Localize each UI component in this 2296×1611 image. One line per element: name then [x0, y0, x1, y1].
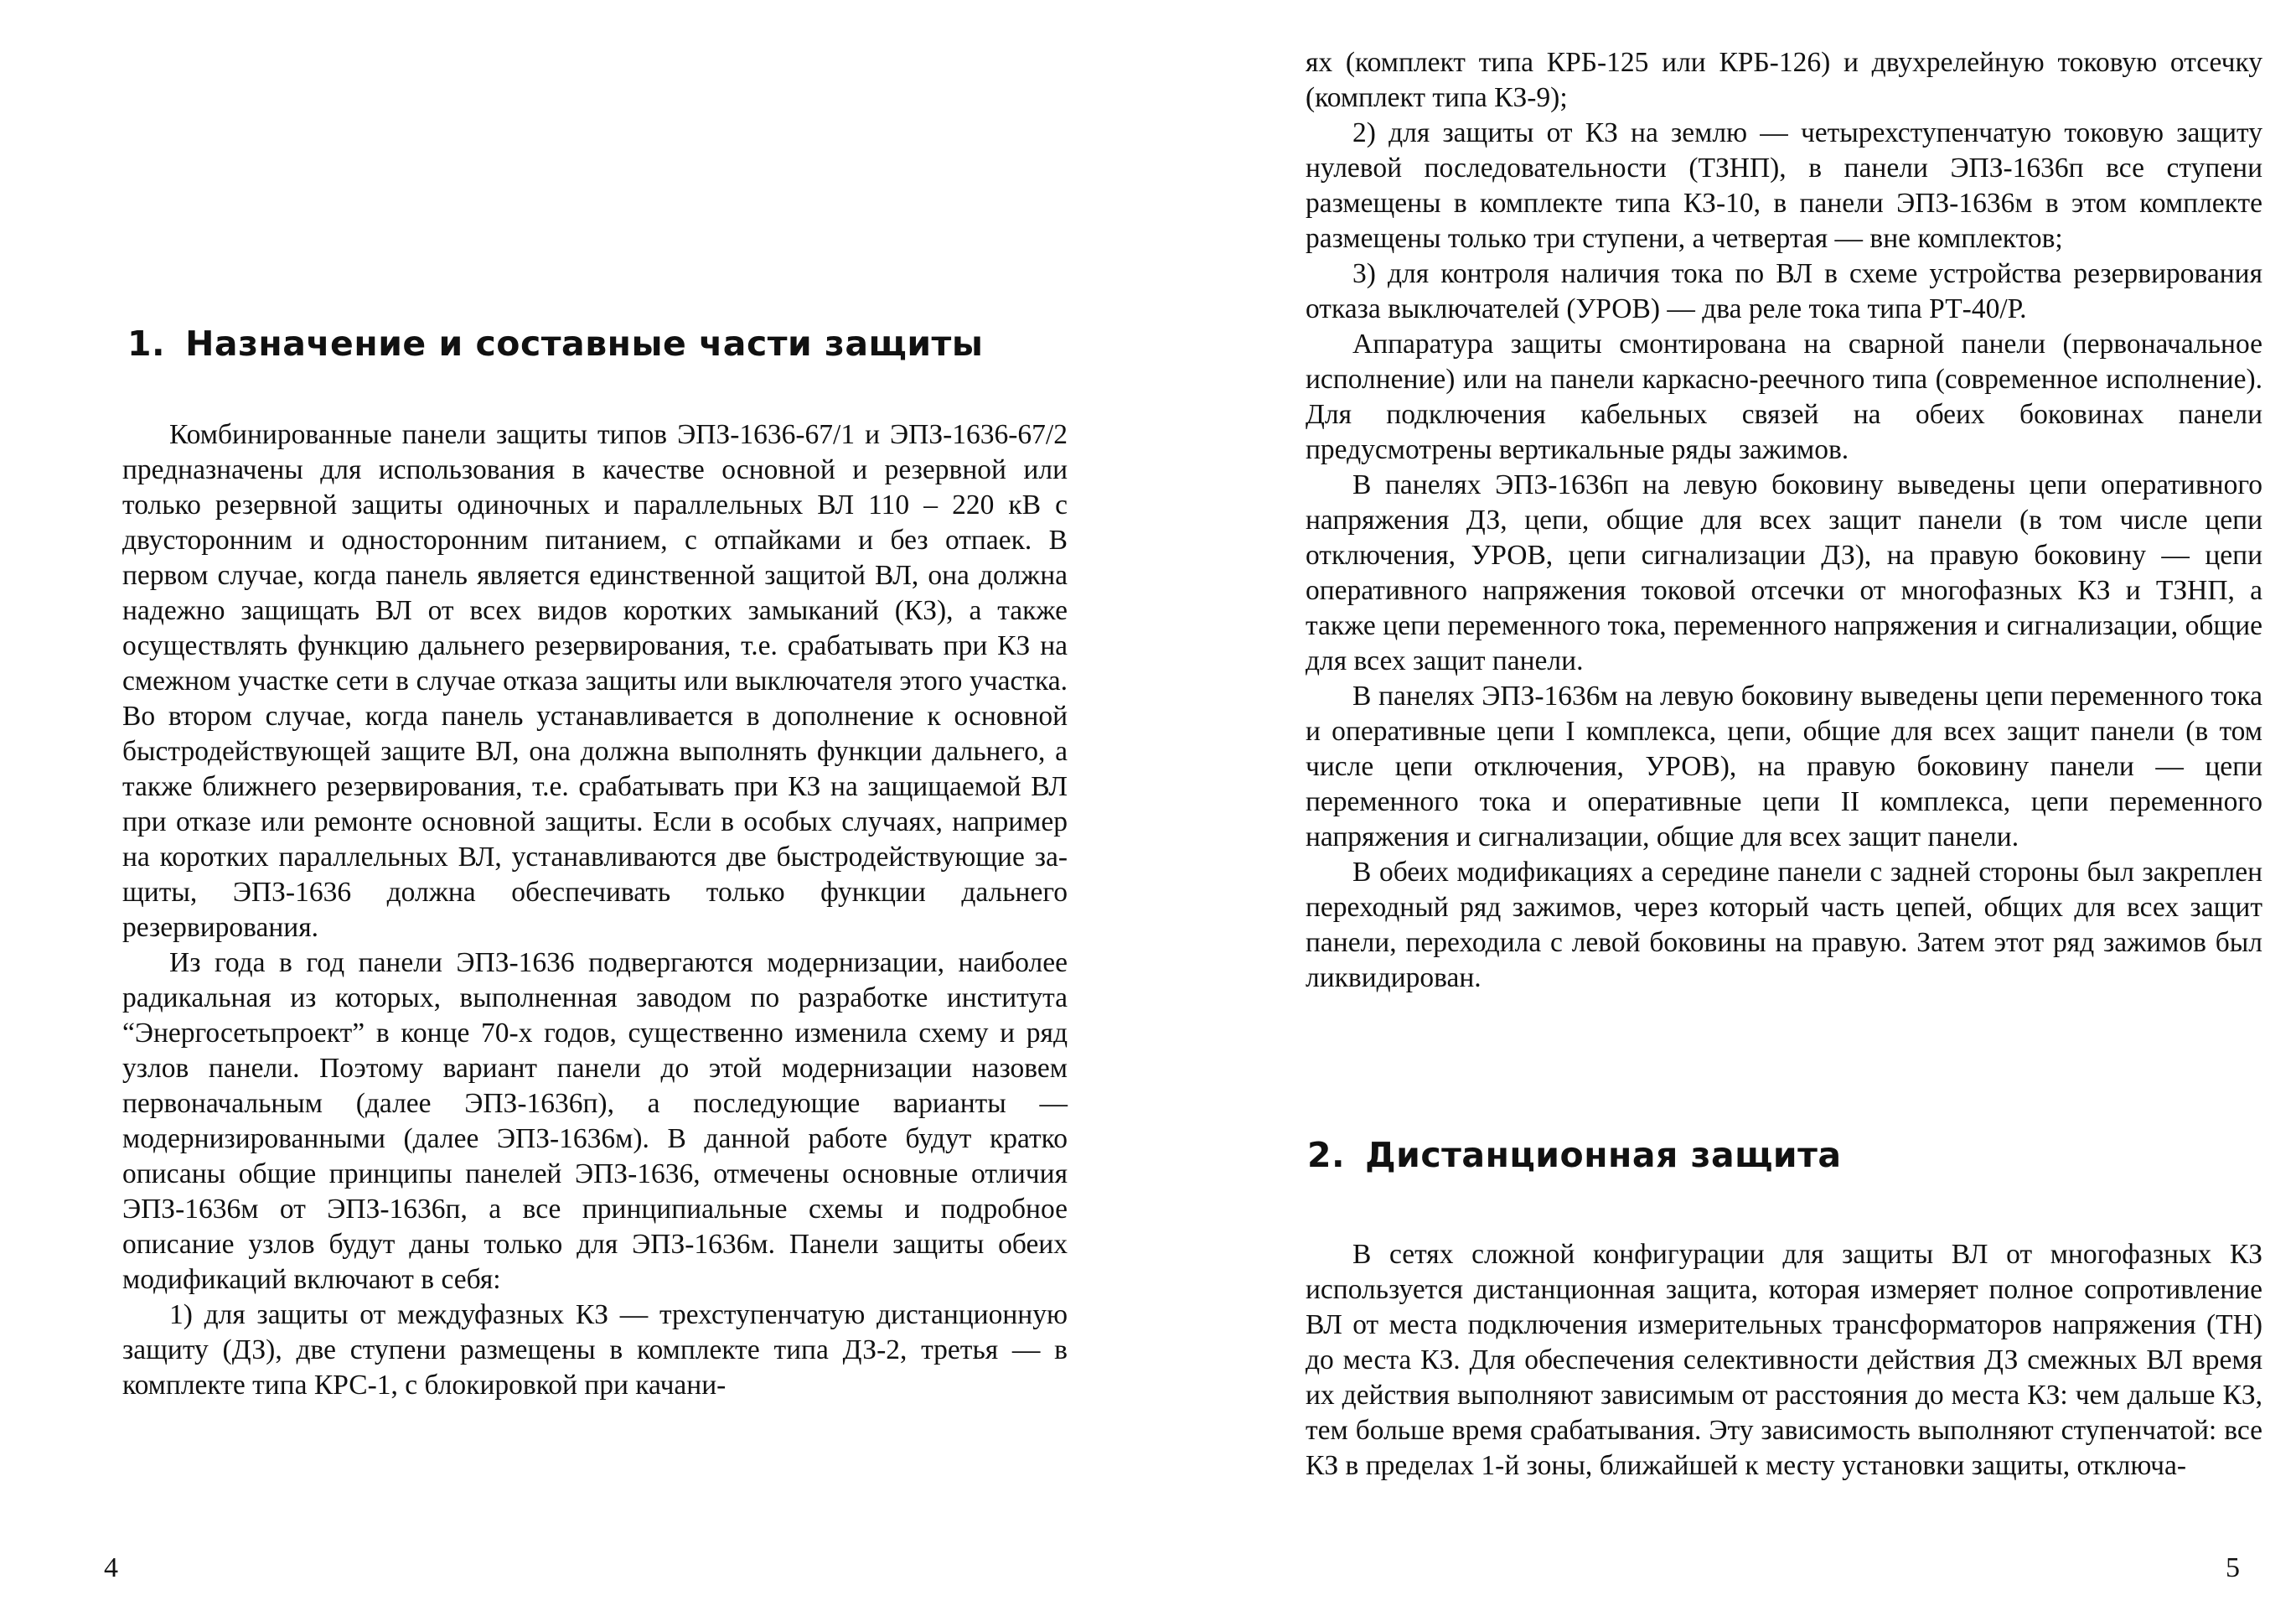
paragraph: Аппаратура защиты смонтирована на сварной панели (первоначальное исполнение) или на панели каркасно-реечного типа (современное исполнение). Для подключения кабельных связей на обеих боковинах панели предусмотрены вертикальные ряды зажимов.: [1306, 329, 2262, 465]
paragraph: Из года в год панели ЭПЗ-1636 подвергаются модернизации, наиболее радикальная из которых, выполненная заводом по разработке института “Энергосетьпроект” в конце 70-х годов, существенно изменила схему и ряд узлов панели. Поэтому вариант панели до этой модернизации назовем первоначальным (далее ЭПЗ-1636п), а последующие варианты — модернизированными (далее ЭПЗ-1636м). В данной работе будут кратко описаны общие принципы панелей ЭПЗ-1636, отмечены основные отличия ЭПЗ-1636м от ЭПЗ-1636п, а все принципиальные схемы и подробное описание узлов будут даны только для ЭПЗ-1636м. Панели защиты обеих модификаций включают в себя:: [122, 947, 1068, 1295]
section-2-number: 2.: [1307, 1135, 1346, 1175]
page-number: 4: [104, 1552, 118, 1583]
paragraph: В панелях ЭПЗ-1636м на левую боковину выведены цепи переменного тока и оперативные цепи I комплекса, цепи, общие для всех защит панели (в том числе цепи отключения, УРОВ), на правую боковину панели — цепи переменного тока и оперативные цепи II комплекса, цепи переменного напряжения и сигнализации, общие для всех защит панели.: [1306, 681, 2262, 852]
page-number: 5: [2226, 1552, 2240, 1583]
paragraph: 3) для контроля наличия тока по ВЛ в схеме устройства резервирования отказа выключателей (УРОВ) — два реле тока типа РТ-40/Р.: [1306, 258, 2262, 324]
paragraph: ях (комплект типа КРБ-125 или КРБ-126) и двухрелейную токовую отсечку (комплект типа КЗ-9);: [1306, 47, 2262, 113]
right-page: [1148, 0, 2296, 1611]
section-2-title: Дистанционная защита: [1365, 1135, 1842, 1175]
paragraph: 2) для защиты от КЗ на землю — четырехступенчатую токовую защиту нулевой последовательности (ТЗНП), в панели ЭПЗ-1636п все ступени размещены в комплекте типа КЗ-10, в панели ЭПЗ-1636м в этом комплекте размещены только три ступени, а четвертая — вне комплектов;: [1306, 117, 2262, 254]
paragraph: Комбинированные панели защиты типов ЭПЗ-1636-67/1 и ЭПЗ-1636-67/2 предназначены для использования в качестве основной и резервной или только резервной защиты одиночных и параллельных ВЛ 110 – 220 кВ с двусторонним и односторонним питанием, с отпайками и без отпаек. В первом случае, когда панель является единственной защитой ВЛ, она должна надежно защищать ВЛ от всех видов коротких замыканий (КЗ), а также осуществлять функцию дальнего резервирования, т.е. срабатывать при КЗ на смежном участке сети в случае отказа защиты или выключателя этого участка. Во втором случае, когда панель устанавливается в дополнение к основной быстродействующей защите ВЛ, она должна выполнять функции дальнего, а также ближнего резервирования, т.е. срабатывать при КЗ на защищаемой ВЛ при отказе или ремонте основной защиты. Если в особых случаях, например на коротких параллельных ВЛ, устанавливаются две быстродействующие защиты, ЭПЗ-1636 должна обеспечивать только функции дальнего резервирования.: [122, 419, 1068, 943]
paragraph: В обеих модификациях а середине панели с задней стороны был закреплен переходный ряд зажимов, через который часть цепей, общих для всех защит панели, переходила с левой боковины на правую. Затем этот ряд зажимов был ликвидирован.: [1306, 857, 2262, 993]
section-1-heading: [127, 324, 983, 364]
right-page-body-bottom: [1306, 1237, 2262, 1484]
right-page-body-top: [1306, 45, 2262, 996]
paragraph: В панелях ЭПЗ-1636п на левую боковину выведены цепи оперативного напряжения ДЗ, цепи, общие для всех защит панели (в том числе цепи отключения, УРОВ, цепи сигнализации ДЗ), на правую боковину — цепи оперативного напряжения токовой отсечки от многофазных КЗ и ТЗНП, а также цепи переменного тока, переменного напряжения и сигнализации, общие для всех защит панели.: [1306, 469, 2262, 676]
paragraph: В сетях сложной конфигурации для защиты ВЛ от многофазных КЗ используется дистанционная защита, которая измеряет полное сопротивление ВЛ от места подключения измерительных трансформаторов напряжения (ТН) до места КЗ. Для обеспечения селективности действия ДЗ смежных ВЛ время их действия выполняют зависимым от расстояния до места КЗ: чем дальше КЗ, тем больше время срабатывания. Эту зависимость выполняют ступенчатой: все КЗ в пределах 1-й зоны, ближайшей к месту установки защиты, отключа-: [1306, 1239, 2262, 1481]
paragraph: 1) для защиты от междуфазных КЗ — трехступенчатую дистанционную защиту (ДЗ), две ступени размещены в комплекте типа ДЗ-2, третья — в комплекте типа КРС-1, с блокировкой при качани-: [122, 1299, 1068, 1401]
section-1-title: Назначение и составные части защиты: [185, 324, 984, 364]
section-1-number: 1.: [127, 324, 166, 364]
section-2-heading: [1307, 1135, 1842, 1175]
left-page-body: [122, 417, 1068, 1403]
